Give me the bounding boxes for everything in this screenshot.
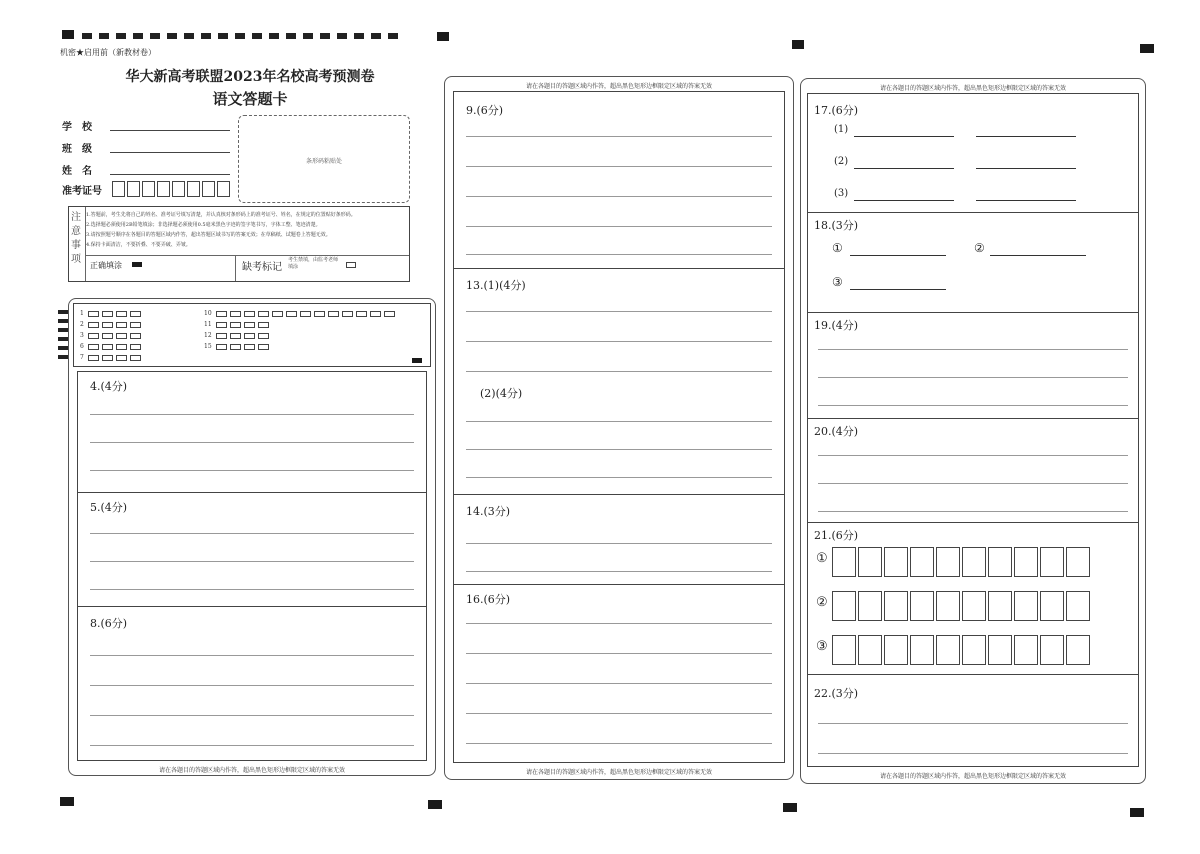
column-1-footer: 请在各题目的答题区域内作答，超出黑色矩形边框限定区域的答案无效 <box>158 767 345 774</box>
q17-label-1: (1) <box>834 124 849 135</box>
q17-label-2: (2) <box>834 156 849 167</box>
exam-title: 华大新高考联盟2023年名校高考预测卷 <box>125 69 375 85</box>
choice-row[interactable]: 3 <box>80 332 144 339</box>
notes-label: 注意事项 <box>71 212 81 265</box>
q18-label-1: ① <box>832 241 843 255</box>
choice-row[interactable]: 15 <box>204 343 272 350</box>
field-exam-number-label: 准考证号 <box>62 186 102 197</box>
absent-note: 考生禁填，由监考老师填涂 <box>288 257 339 270</box>
choice-area <box>73 303 431 367</box>
answer-block-col2 <box>453 91 785 763</box>
column-3-header: 请在各题目的答题区域内作答，超出黑色矩形边框限定区域的答案无效 <box>879 85 1066 92</box>
column-3 <box>800 78 1146 784</box>
question-5-title: 5.(4分) <box>90 501 128 514</box>
question-14-title: 14.(3分) <box>466 505 511 518</box>
side-mark <box>58 346 68 350</box>
question-20-title: 20.(4分) <box>814 425 859 438</box>
side-mark <box>58 319 68 323</box>
absent-label: 缺考标记 <box>242 262 282 273</box>
barcode-label: 条形码粘贴处 <box>305 158 342 165</box>
choice-row[interactable]: 6 <box>80 343 144 350</box>
question-22-title: 22.(3分) <box>814 687 859 700</box>
field-school-label: 学 校 <box>62 122 92 133</box>
corner-mark-bottom-left <box>60 797 74 806</box>
choice-row[interactable]: 12 <box>204 332 272 339</box>
q21-label-2: ② <box>816 595 828 610</box>
question-8[interactable] <box>78 606 426 762</box>
corner-mark-top-right <box>1140 44 1154 53</box>
corner-mark-bottom-right <box>1130 808 1144 817</box>
note-2: 2.选择题必须使用2B铅笔填涂；非选择题必须使用0.5毫米黑色字迹的签字笔书写，字体工整、笔迹清楚。 <box>86 222 321 228</box>
fill-example-mark <box>132 262 142 267</box>
side-mark <box>58 328 68 332</box>
question-21[interactable] <box>808 522 1138 674</box>
fill-example-label: 正确填涂 <box>90 261 122 270</box>
sheet-subtitle: 语文答题卡 <box>212 90 288 108</box>
choice-row[interactable]: 2 <box>80 321 144 328</box>
q18-label-3: ③ <box>832 275 843 289</box>
timing-strip <box>82 33 398 39</box>
barcode-area <box>238 115 410 203</box>
column-1 <box>68 298 436 776</box>
choice-row[interactable]: 1 <box>80 310 144 317</box>
q21-label-1: ① <box>816 551 828 566</box>
question-9[interactable] <box>454 92 784 268</box>
field-class-line[interactable] <box>110 152 230 153</box>
choice-corner-mark <box>412 358 422 363</box>
corner-mark-bottom-mid-right <box>783 803 797 812</box>
note-4: 4.保持卡面清洁，不要折叠、不要弄破、弄皱。 <box>86 242 191 248</box>
corner-mark-top-mid-left <box>437 32 449 41</box>
question-13-sub-title: (2)(4分) <box>480 387 523 400</box>
absent-box[interactable] <box>346 262 356 268</box>
question-19[interactable] <box>808 312 1138 418</box>
question-4-title: 4.(4分) <box>90 380 128 393</box>
question-13[interactable] <box>454 268 784 494</box>
question-18[interactable] <box>808 212 1138 312</box>
q17-label-3: (3) <box>834 188 849 199</box>
field-name-line[interactable] <box>110 174 230 175</box>
question-5[interactable] <box>78 492 426 606</box>
field-school-line[interactable] <box>110 130 230 131</box>
q18-label-2: ② <box>974 241 985 255</box>
choice-row[interactable]: 11 <box>204 321 272 328</box>
question-20[interactable] <box>808 418 1138 522</box>
question-22[interactable] <box>808 674 1138 768</box>
question-18-title: 18.(3分) <box>814 219 859 232</box>
note-3: 3.请按照题号顺序在各题目的答题区域内作答，超出答题区域书写的答案无效；在草稿纸、试题卷上答题无效。 <box>86 232 331 238</box>
question-17[interactable] <box>808 94 1138 212</box>
column-2 <box>444 76 794 780</box>
question-4[interactable] <box>78 372 426 492</box>
side-mark <box>58 337 68 341</box>
question-13-title: 13.(1)(4分) <box>466 279 526 292</box>
choice-row[interactable]: 10 <box>204 310 398 317</box>
field-name-label: 姓 名 <box>62 166 92 177</box>
corner-mark-bottom-mid-left <box>428 800 442 809</box>
question-19-title: 19.(4分) <box>814 319 859 332</box>
column-2-footer: 请在各题目的答题区域内作答，超出黑色矩形边框限定区域的答案无效 <box>525 769 712 776</box>
question-16-title: 16.(6分) <box>466 593 511 606</box>
answer-block-col3 <box>807 93 1139 767</box>
answer-block-col1 <box>77 371 427 761</box>
question-21-title: 21.(6分) <box>814 529 859 542</box>
field-class-label: 班 级 <box>62 144 92 155</box>
question-14[interactable] <box>454 494 784 584</box>
question-9-title: 9.(6分) <box>466 104 504 117</box>
note-1: 1.答题前，考生先将自己的姓名、准考证号填写清楚，并认真核对条形码上的准考证号、姓名，在规定的位置贴好条形码。 <box>86 212 356 218</box>
side-mark <box>58 310 68 314</box>
question-17-title: 17.(6分) <box>814 104 859 117</box>
column-3-footer: 请在各题目的答题区域内作答，超出黑色矩形边框限定区域的答案无效 <box>879 773 1066 780</box>
secret-label: 机密★启用前（新教材卷） <box>60 48 156 57</box>
corner-mark-top-left <box>62 30 74 39</box>
side-mark <box>58 355 68 359</box>
question-16[interactable] <box>454 584 784 764</box>
question-8-title: 8.(6分) <box>90 617 128 630</box>
choice-row[interactable]: 7 <box>80 354 144 361</box>
corner-mark-top-mid-right <box>792 40 804 49</box>
column-2-header: 请在各题目的答题区域内作答，超出黑色矩形边框限定区域的答案无效 <box>525 83 712 90</box>
q21-label-3: ③ <box>816 639 828 654</box>
